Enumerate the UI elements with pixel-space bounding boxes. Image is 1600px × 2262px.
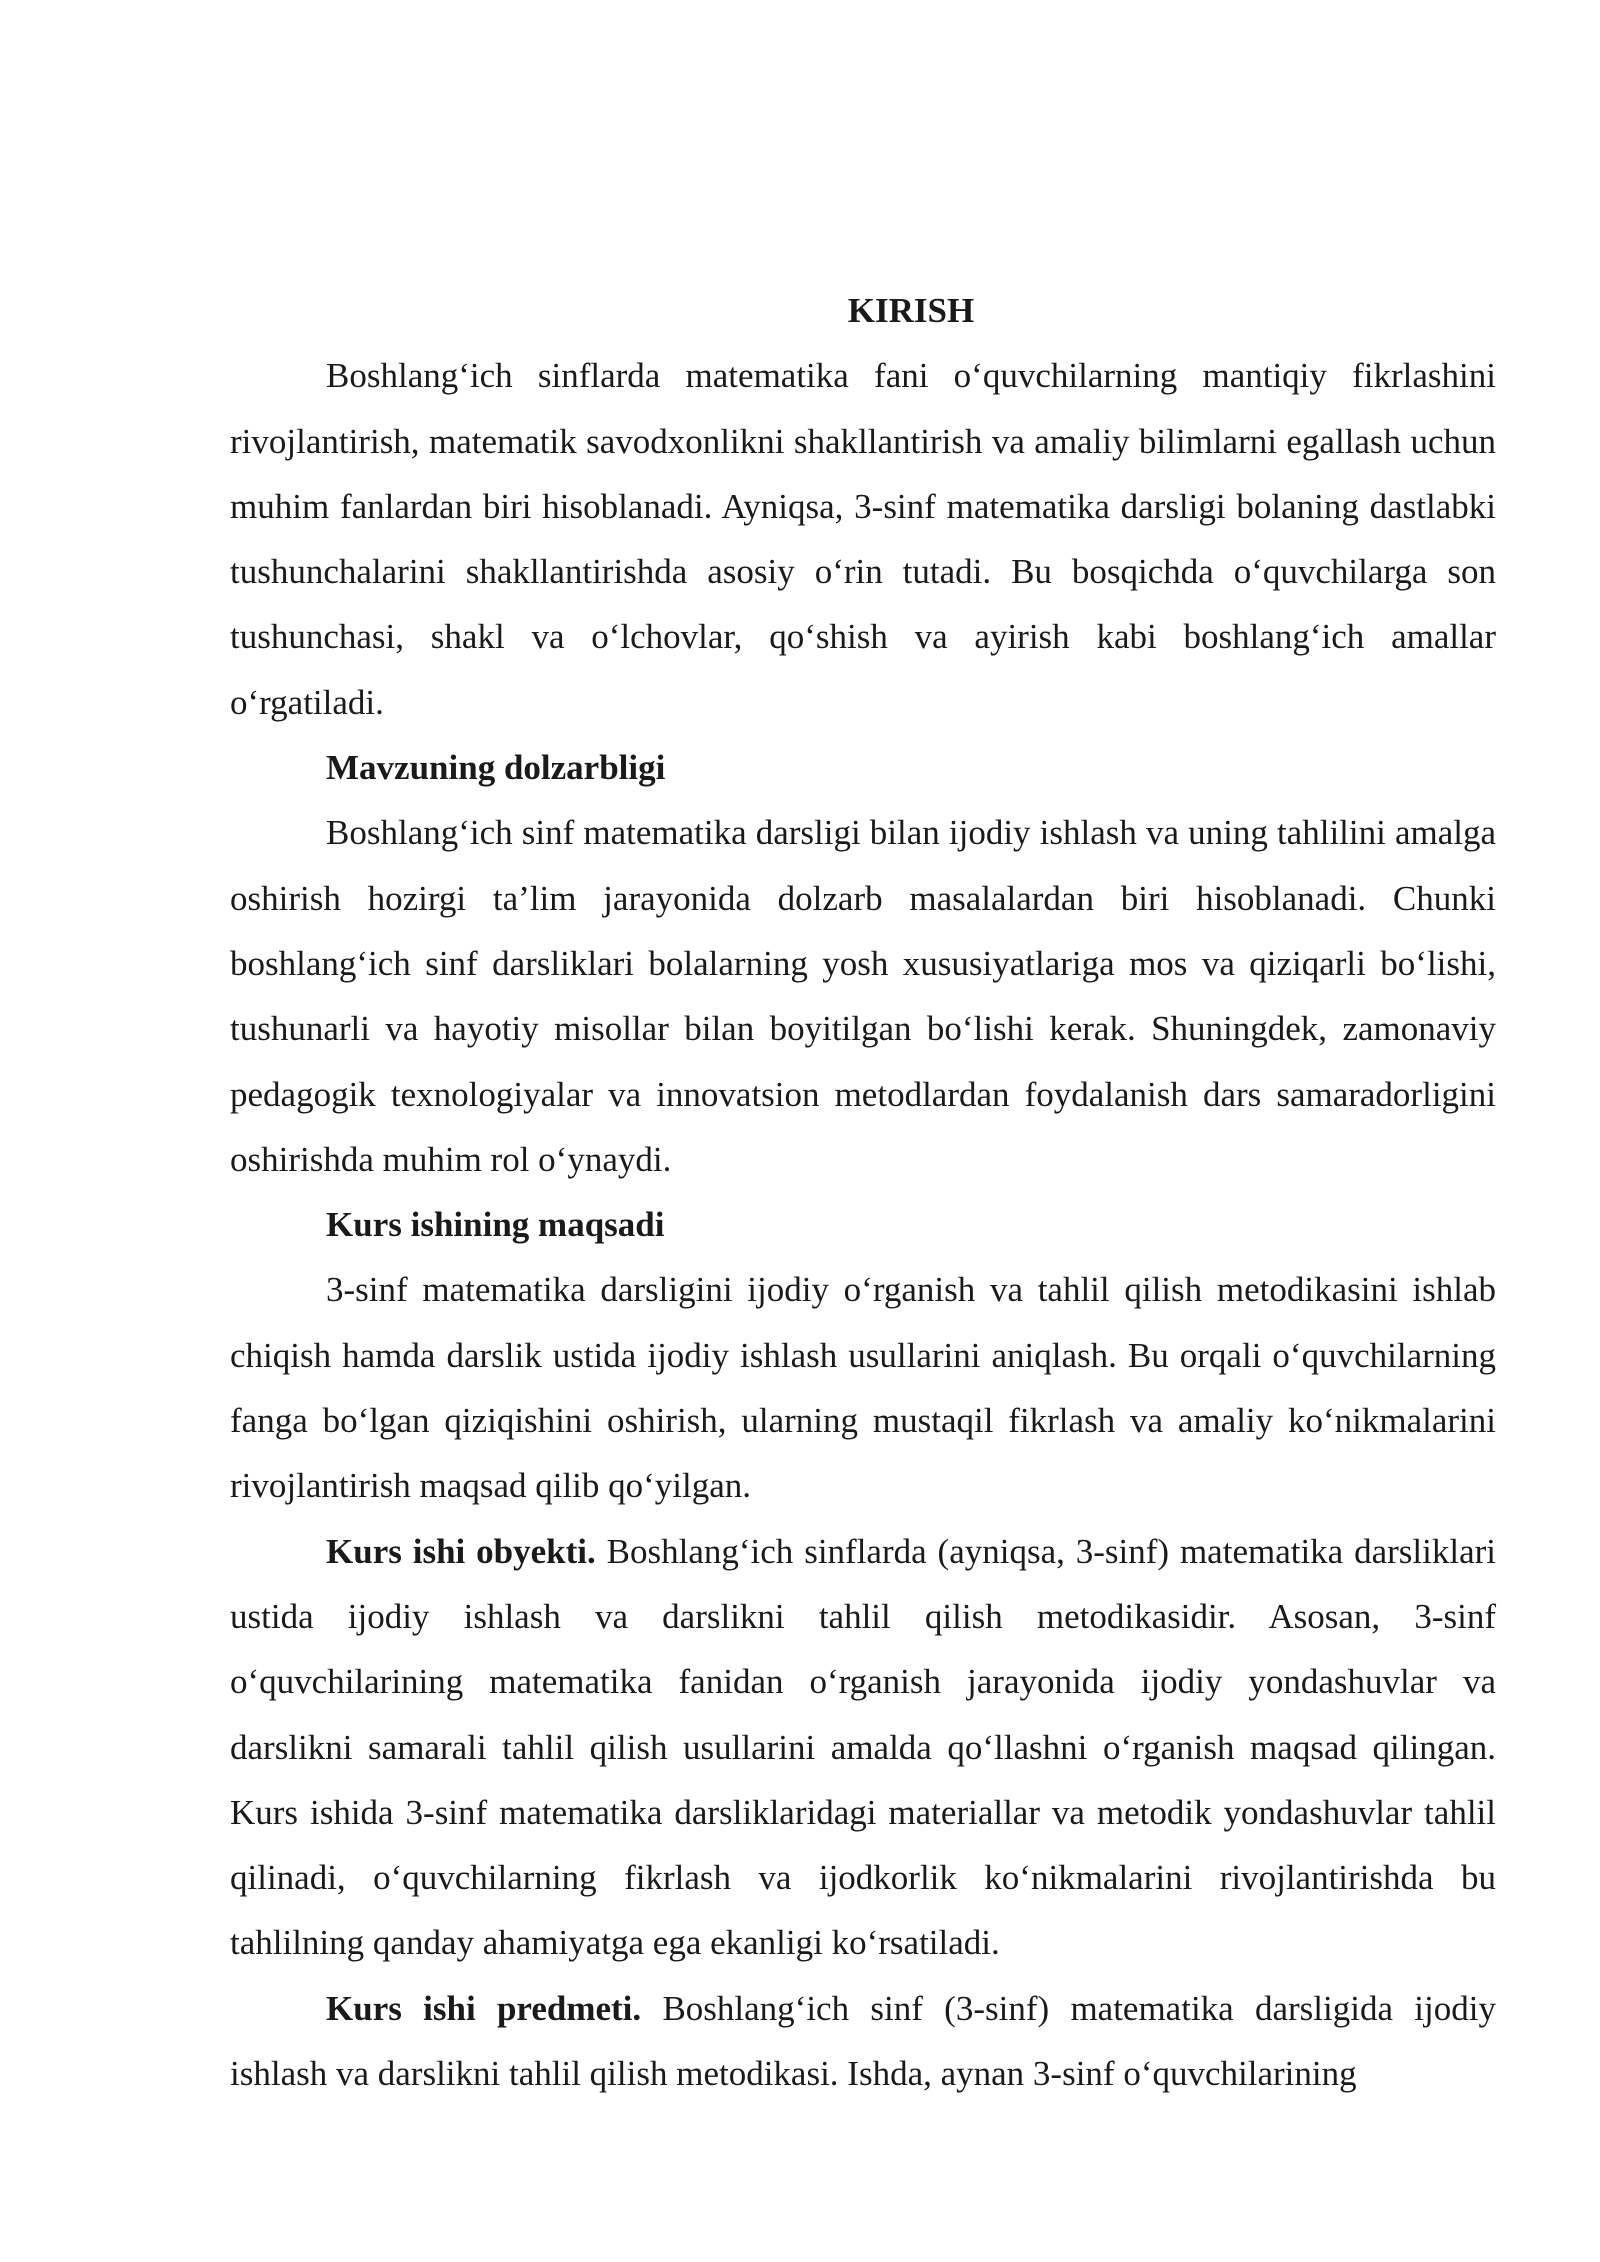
document-body <box>230 278 1496 2106</box>
intro-paragraph: Boshlang‘ich sinflarda matematika fani o‘quvchilarning mantiqiy fikrlashini rivojlantirish, matematik savodxonlikni shakllantirish va amaliy bilimlarni egallash uchun muhim fanlardan biri hisoblanadi. Ayniqsa, 3-sinf matematika darsligi bolaning dastlabki tushunchalarini shakllantirishda asosiy o‘rin tutadi. Bu bosqichda o‘quvchilarga son tushunchasi, shakl va o‘lchovlar, qo‘shish va ayirish kabi boshlang‘ich amallar o‘rgatiladi. <box>230 356 1496 722</box>
relevance-heading: Mavzuning dolzarbligi <box>326 748 666 788</box>
subject-label: Kurs ishi predmeti. <box>326 1988 642 2028</box>
object-label: Kurs ishi obyekti. <box>326 1531 596 1571</box>
object-paragraph <box>230 1519 1496 1976</box>
goal-heading: Kurs ishining maqsadi <box>326 1205 665 1245</box>
subject-text: Boshlang‘ich sinf (3-sinf) matematika darsligida ijodiy ishlash va darslikni tahlil qilish metodikasi. Ishda, aynan 3-sinf o‘quvchilarining <box>230 1988 1496 2094</box>
goal-paragraph: 3-sinf matematika darsligini ijodiy o‘rganish va tahlil qilish metodikasini ishlab chiqish hamda darslik ustida ijodiy ishlash usullarini aniqlash. Bu orqali o‘quvchilarning fanga bo‘lgan qiziqishini oshirish, ularning mustaqil fikrlash va amaliy ko‘nikmalarini rivojlantirish maqsad qilib qo‘yilgan. <box>230 1270 1496 1506</box>
subject-paragraph <box>230 1976 1496 2107</box>
relevance-paragraph: Boshlang‘ich sinf matematika darsligi bilan ijodiy ishlash va uning tahlilini amalga oshirish hozirgi ta’lim jarayonida dolzarb masalalardan biri hisoblanadi. Chunki boshlang‘ich sinf darsliklari bolalarning yosh xususiyatlariga mos va qiziqarli bo‘lishi, tushunarli va hayotiy misollar bilan boyitilgan bo‘lishi kerak. Shuningdek, zamonaviy pedagogik texnologiyalar va innovatsion metodlardan foydalanish dars samaradorligini oshirishda muhim rol o‘ynaydi. <box>230 813 1496 1179</box>
object-text: Boshlang‘ich sinflarda (ayniqsa, 3-sinf) matematika darsliklari ustida ijodiy ishlash va darslikni tahlil qilish metodikasidir. Asosan, 3-sinf o‘quvchilarining matematika fanidan o‘rganish jarayonida ijodiy yondashuvlar va darslikni samarali tahlil qilish usullarini amalda qo‘llashni o‘rganish maqsad qilingan. Kurs ishida 3-sinf matematika darsliklaridagi materiallar va metodik yondashuvlar tahlil qilinadi, o‘quvchilarning fikrlash va ijodkorlik ko‘nikmalarini rivojlantirishda bu tahlilning qanday ahamiyatga ega ekanligi ko‘rsatiladi. <box>230 1531 1497 1963</box>
page-title: KIRISH <box>847 291 975 330</box>
